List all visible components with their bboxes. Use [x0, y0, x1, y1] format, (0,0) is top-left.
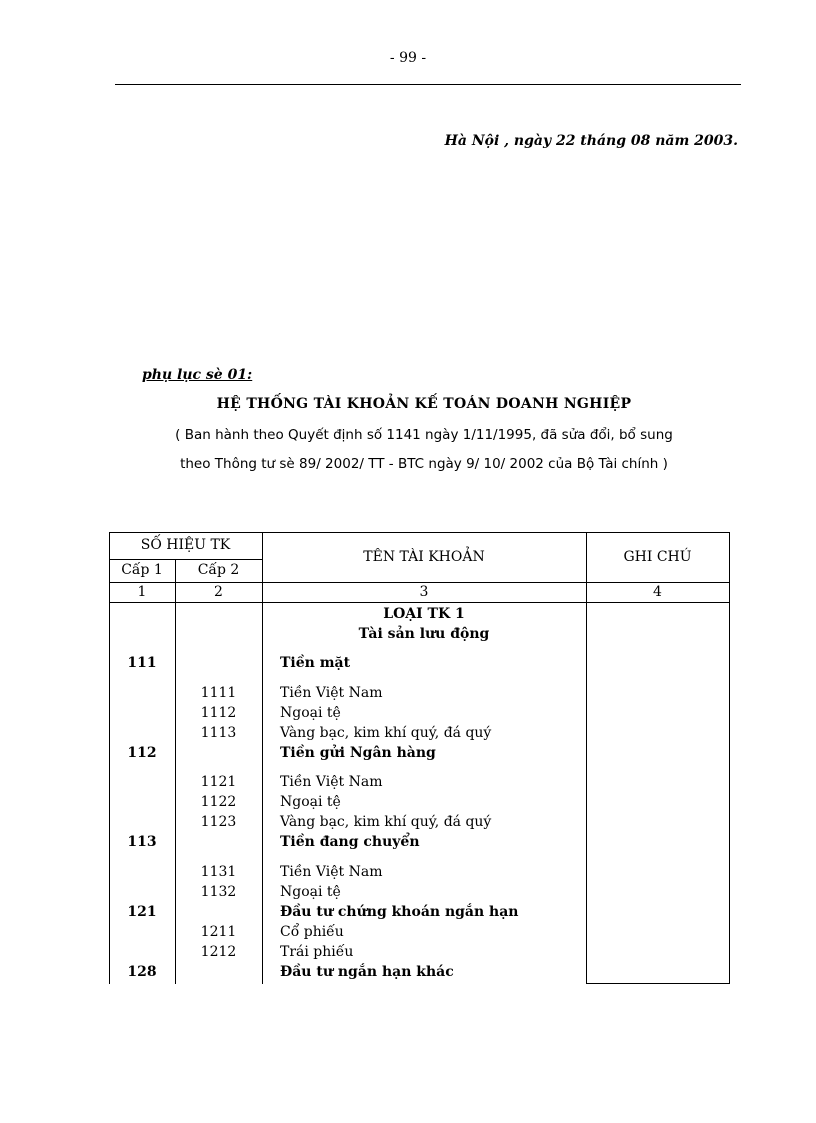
account-name: Tiền Việt Nam — [280, 864, 383, 880]
table-row — [109, 703, 729, 723]
header-split-line — [109, 559, 262, 560]
date-line: Hà Nội , ngày 22 tháng 08 năm 2003. — [444, 133, 738, 149]
column-number-2: 2 — [214, 584, 223, 600]
table-row — [109, 812, 729, 832]
account-level1: 121 — [127, 904, 157, 920]
column-number-4: 4 — [653, 584, 662, 600]
column-number-3: 3 — [419, 584, 429, 600]
account-level2: 1111 — [200, 685, 237, 701]
document-title: HỆ THỐNG TÀI KHOẢN KẾ TOÁN DOANH NGHIỆP — [216, 396, 632, 412]
account-level2: 1122 — [200, 794, 237, 810]
table-row — [109, 683, 729, 703]
account-level2: 1112 — [200, 705, 237, 721]
header-account-number: SỐ HIỆU TK — [140, 537, 231, 553]
table-row — [109, 743, 729, 763]
table-row — [109, 962, 729, 982]
table-right-border — [729, 532, 730, 984]
section-subtitle: Tài sản lưu động — [358, 626, 490, 642]
table-top-border — [109, 532, 729, 533]
account-level2: 1211 — [200, 924, 237, 940]
header-account-name: TÊN TÀI KHOẢN — [363, 549, 485, 565]
table-row — [109, 942, 729, 962]
account-name: Tiền Việt Nam — [280, 685, 383, 701]
account-name: Cổ phiếu — [280, 924, 344, 940]
table-row — [109, 902, 729, 922]
table-row — [109, 772, 729, 792]
account-level2: 1123 — [200, 814, 237, 830]
account-level1: 128 — [127, 964, 157, 980]
table-row — [109, 862, 729, 882]
column-number-line — [109, 602, 729, 603]
account-level2: 1113 — [200, 725, 237, 741]
account-level1: 111 — [127, 655, 157, 671]
table-row — [109, 882, 729, 902]
account-name: Vàng bạc, kim khí quý, đá quý — [280, 814, 492, 830]
account-name: Đầu tư chứng khoán ngắn hạn — [280, 904, 519, 920]
account-level2: 1132 — [200, 884, 237, 900]
header-level2: Cấp 2 — [197, 562, 240, 578]
subtitle-line-1: ( Ban hành theo Quyết định số 1141 ngày 1/11/1995, đã sửa đổi, bổ sung — [175, 427, 673, 443]
table-row — [109, 723, 729, 743]
account-name: Ngoại tệ — [280, 705, 341, 721]
account-name: Trái phiếu — [280, 944, 354, 960]
subtitle-line-2: theo Thông tư sè 89/ 2002/ TT - BTC ngày 9/ 10/ 2002 của Bộ Tài chính ) — [180, 456, 668, 472]
accounts-table — [109, 532, 729, 984]
account-level2: 1131 — [200, 864, 237, 880]
account-name: Vàng bạc, kim khí quý, đá quý — [280, 725, 492, 741]
table-row — [109, 922, 729, 942]
account-name: Ngoại tệ — [280, 884, 341, 900]
account-level1: 113 — [127, 834, 157, 850]
account-name: Tiền đang chuyển — [280, 834, 420, 850]
page-number: - 99 - — [389, 50, 427, 66]
header-level1: Cấp 1 — [121, 562, 163, 578]
table-row — [109, 832, 729, 852]
note-column-bottom — [586, 983, 729, 984]
account-name: Tiền gửi Ngân hàng — [280, 745, 436, 761]
account-name: Tiền Việt Nam — [280, 774, 383, 790]
account-name: Tiền mặt — [280, 655, 351, 671]
account-level2: 1121 — [200, 774, 237, 790]
header-note: GHI CHÚ — [623, 549, 692, 565]
section-title: LOẠI TK 1 — [383, 606, 465, 622]
account-name: Ngoại tệ — [280, 794, 341, 810]
column-number-1: 1 — [137, 584, 147, 600]
account-level1: 112 — [127, 745, 157, 761]
header-rule — [115, 84, 741, 85]
table-row — [109, 792, 729, 812]
appendix-label: phụ lục sè 01: — [142, 367, 253, 383]
account-name: Đầu tư ngắn hạn khác — [280, 964, 454, 980]
account-level2: 1212 — [200, 944, 237, 960]
table-row — [109, 653, 729, 673]
